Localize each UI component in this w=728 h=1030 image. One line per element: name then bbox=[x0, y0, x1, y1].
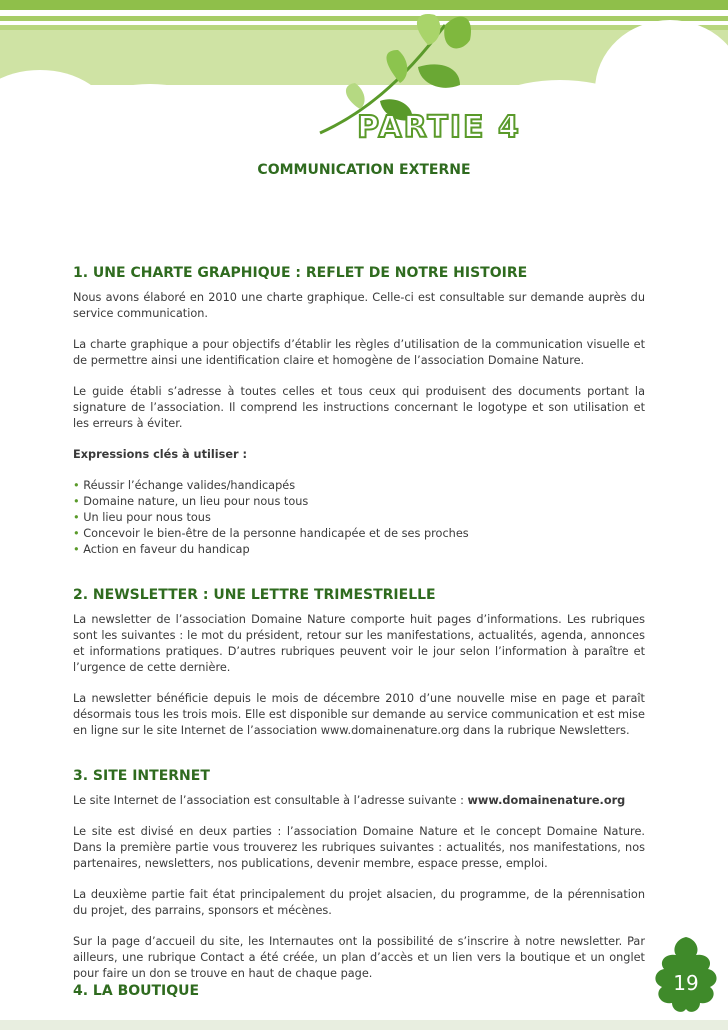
section-site-internet bbox=[73, 767, 645, 982]
list-item bbox=[73, 542, 645, 558]
site-url-link[interactable]: www.domainenature.org bbox=[467, 794, 626, 807]
list-item-text: Action en faveur du handicap bbox=[83, 543, 250, 556]
part-title: PARTIE 4 bbox=[357, 110, 521, 145]
bullet-icon: • bbox=[73, 479, 84, 492]
list-item bbox=[73, 526, 645, 542]
paragraph: La newsletter bénéficie depuis le mois de décembre 2010 d’une nouvelle mise en page et paraît désormais tous les trois mois. Elle est disponible sur demande au service communication et est mise en ligne sur le site Internet de l’association www.domainenature.org dans la rubrique Newsletters. bbox=[73, 692, 645, 737]
list-item-text: Domaine nature, un lieu pour nous tous bbox=[83, 495, 309, 508]
main-content bbox=[73, 264, 645, 1000]
list-item-text: Concevoir le bien-être de la personne handicapée et de ses proches bbox=[83, 527, 469, 540]
section-charte bbox=[73, 264, 645, 558]
paragraph: La newsletter de l’association Domaine Nature comporte huit pages d’informations. Les rubriques sont les suivantes : le mot du président, retour sur les manifestations, actualités, agenda, annonces et informations pratiques. D’autres rubriques peuvent voir le jour selon l’information à paraître et l’urgence de cette dernière. bbox=[73, 613, 645, 674]
paragraph: Nous avons élaboré en 2010 une charte graphique. Celle-ci est consultable sur demande auprès du service communication. bbox=[73, 291, 645, 320]
paragraph: Le guide établi s’adresse à toutes celles et tous ceux qui produisent des documents portant la signature de l’association. Il comprend les instructions concernant le logotype et son utilisation et les erreurs à éviter. bbox=[73, 385, 645, 430]
site-intro-text: Le site Internet de l’association est consultable à l’adresse suivante : bbox=[73, 794, 468, 807]
bullet-icon: • bbox=[73, 511, 84, 524]
footer-bar bbox=[0, 1020, 728, 1030]
page-number-badge bbox=[650, 935, 722, 1015]
list-item bbox=[73, 478, 645, 494]
paragraph: La charte graphique a pour objectifs d’établir les règles d’utilisation de la communication visuelle et de permettre ainsi une identification claire et homogène de l’association Domaine Nature. bbox=[73, 338, 645, 367]
keywords-list bbox=[73, 478, 645, 558]
bullet-icon: • bbox=[73, 495, 84, 508]
paragraph: Sur la page d’accueil du site, les Internautes ont la possibilité de s’inscrire à notre newsletter. Par ailleurs, une rubrique Contact a été créée, un plan d’accès et un lien vers la boutique et un onglet pour faire un don se trouve en haut de chaque page. bbox=[73, 935, 645, 980]
list-item bbox=[73, 494, 645, 510]
paragraph bbox=[73, 793, 645, 809]
paragraph: La deuxième partie fait état principalement du projet alsacien, du programme, de la pérennisation du projet, des parrains, sponsors et mécènes. bbox=[73, 888, 645, 917]
paragraph: Le site est divisé en deux parties : l’association Domaine Nature et le concept Domaine Nature. Dans la première partie vous trouverez les rubriques suivantes : actualités, nos manifestations, nos partenaires, newsletters, nos publications, devenir membre, espace presse, emploi. bbox=[73, 825, 645, 870]
part-subtitle: COMMUNICATION EXTERNE bbox=[257, 162, 471, 178]
section-title: 3. SITE INTERNET bbox=[73, 768, 210, 784]
section-title: 1. UNE CHARTE GRAPHIQUE : REFLET DE NOTRE HISTOIRE bbox=[73, 265, 528, 281]
section-title-boutique: 4. LA BOUTIQUE bbox=[73, 983, 200, 999]
bullet-icon: • bbox=[73, 543, 84, 556]
page-number: 19 bbox=[673, 971, 699, 995]
keywords-title: Expressions clés à utiliser : bbox=[73, 448, 248, 461]
list-item bbox=[73, 510, 645, 526]
bullet-icon: • bbox=[73, 527, 84, 540]
list-item-text: Un lieu pour nous tous bbox=[83, 511, 211, 524]
section-newsletter bbox=[73, 586, 645, 739]
list-item-text: Réussir l’échange valides/handicapés bbox=[83, 479, 296, 492]
section-title: 2. NEWSLETTER : UNE LETTRE TRIMESTRIELLE bbox=[73, 587, 436, 603]
